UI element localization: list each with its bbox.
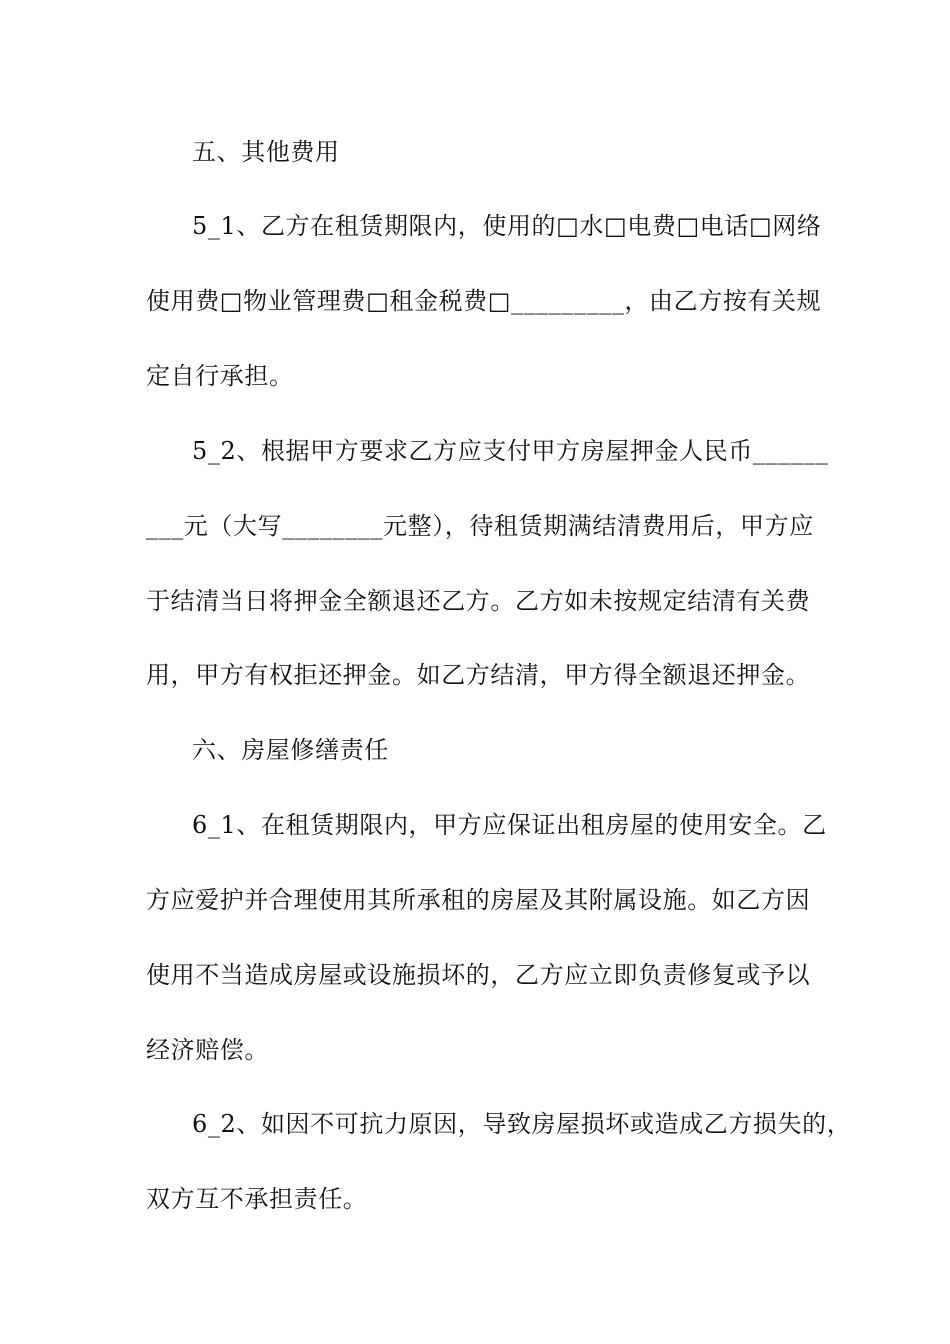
section-heading-repair-responsibility: 六、房屋修缮责任	[192, 736, 389, 764]
paragraph-line: 用，甲方有权拒还押金。如乙方结清，甲方得全额退还押金。	[146, 661, 811, 689]
paragraph-line: 5_1、乙方在租赁期限内，使用的□水□电费□电话□网络	[192, 212, 822, 240]
paragraph-line: 5_2、根据甲方要求乙方应支付甲方房屋押金人民币______	[192, 437, 829, 465]
paragraph-line: 双方互不承担责任。	[146, 1185, 368, 1213]
paragraph-line: ___元（大写________元整），待租赁期满结清费用后，甲方应	[146, 512, 814, 540]
paragraph-line: 6_2、如因不可抗力原因，导致房屋损坏或造成乙方损失的，	[192, 1110, 852, 1138]
section-heading-other-fees: 五、其他费用	[192, 138, 340, 166]
paragraph-line: 经济赔偿。	[146, 1036, 269, 1064]
paragraph-line: 定自行承担。	[146, 362, 294, 390]
paragraph-line: 使用不当造成房屋或设施损坏的，乙方应立即负责修复或予以	[146, 961, 811, 989]
paragraph-line: 方应爱护并合理使用其所承租的房屋及其附属设施。如乙方因	[146, 886, 811, 914]
paragraph-line: 于结清当日将押金全额退还乙方。乙方如未按规定结清有关费	[146, 587, 811, 615]
paragraph-line: 使用费□物业管理费□租金税费□_________，由乙方按有关规	[146, 287, 822, 315]
paragraph-line: 6_1、在租赁期限内，甲方应保证出租房屋的使用安全。乙	[192, 811, 827, 839]
